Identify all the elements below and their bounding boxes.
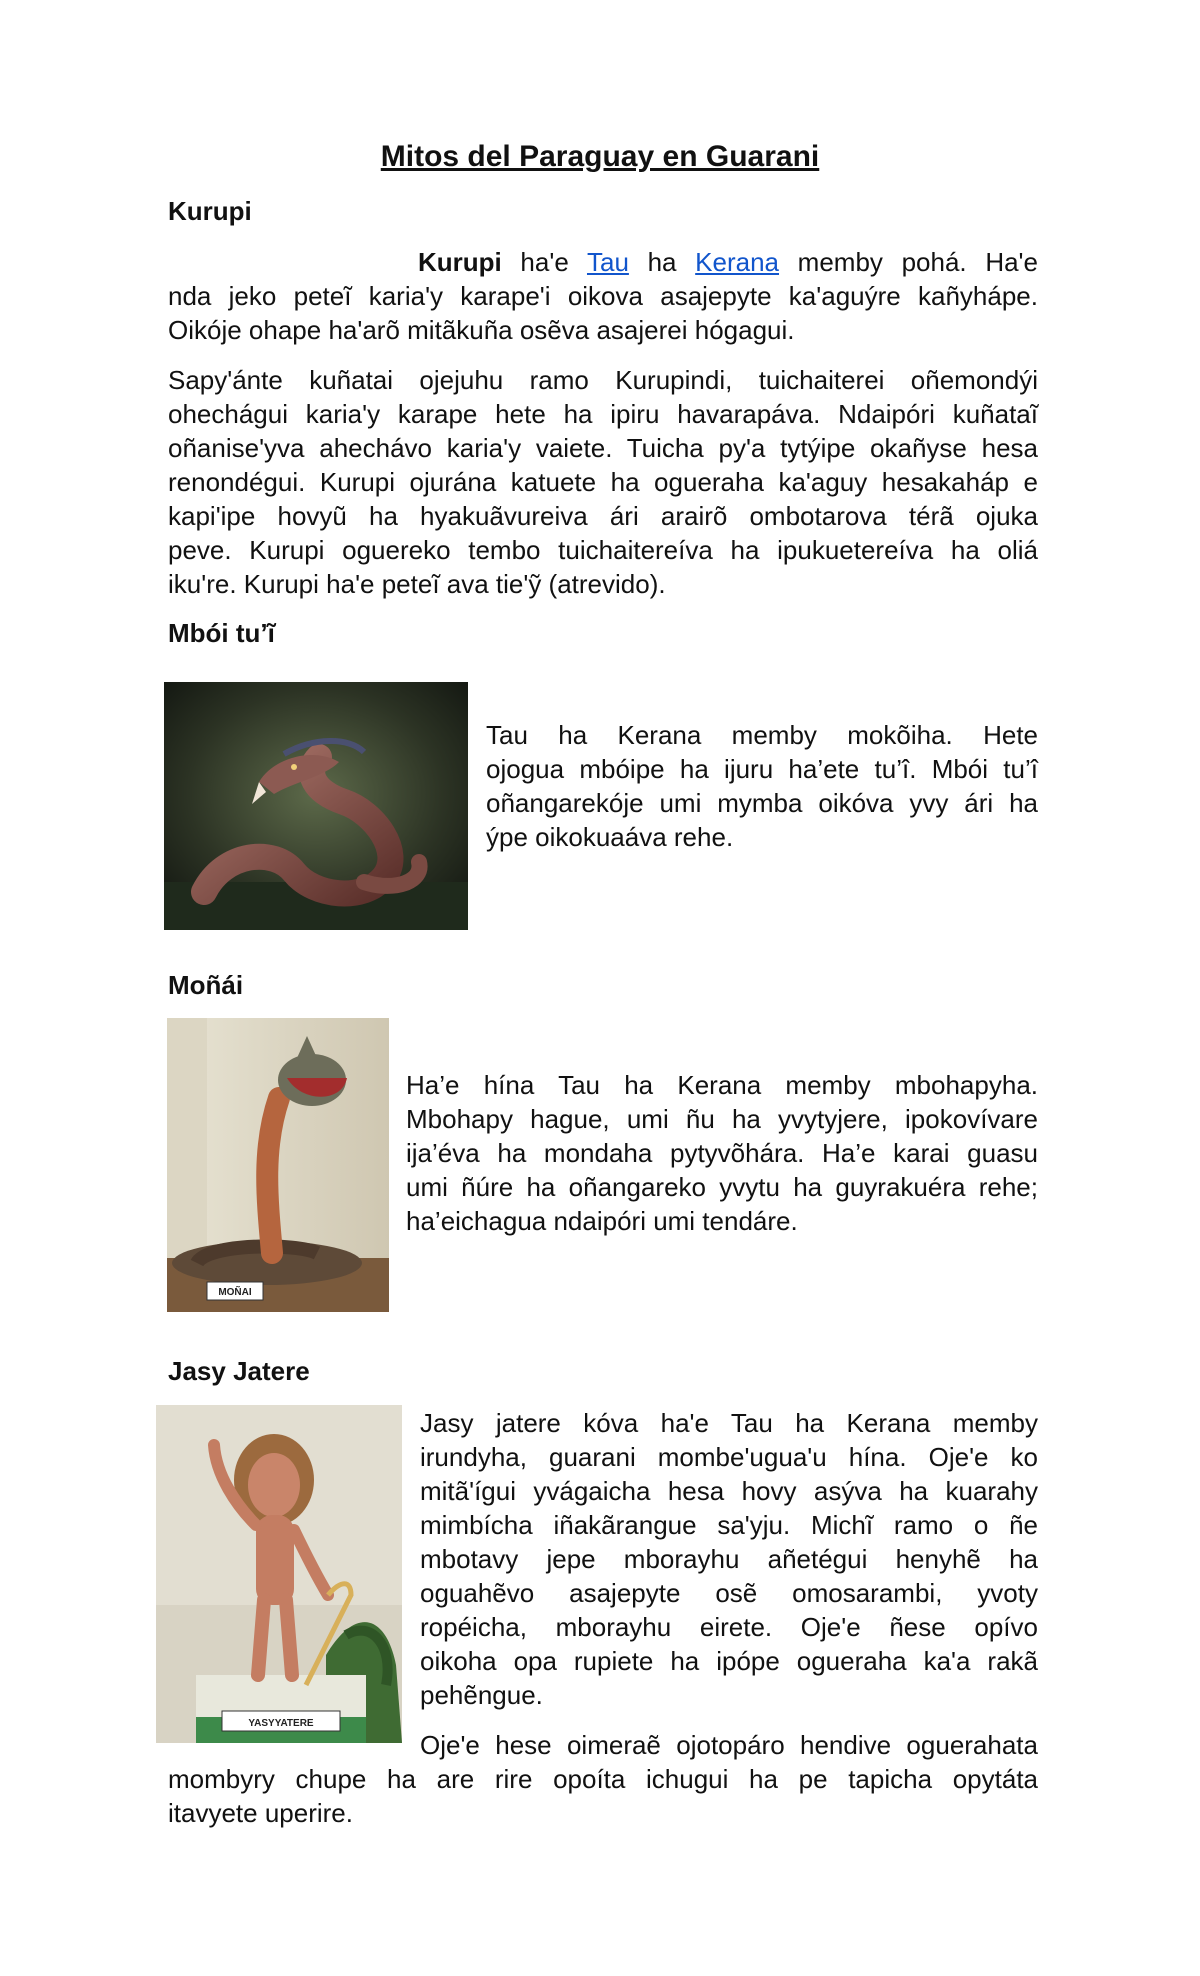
text-line: irundyha, guarani mombe'ugua'u hína. Oje'e ko	[420, 1442, 1038, 1472]
text-line: oikoha opa rupiete ha ipópe ogueraha ka'a rakã	[420, 1646, 1038, 1676]
heading-monai: Moñái	[168, 970, 244, 1000]
text-line: Mbohapy hague, umi ñu ha yvytyjere, ipokovívare	[406, 1104, 1038, 1134]
kurupi-bold: Kurupi	[418, 247, 502, 277]
text-line: oguahẽvo asajepyte osẽ omosarambi, yvoty	[420, 1578, 1038, 1608]
text-line: oñangarekóje umi mymba oikóva yvy ári ha	[486, 788, 1038, 818]
text-line: ha’eichagua ndaipóri umi tendáre.	[406, 1206, 798, 1236]
text-line: pehẽngue.	[420, 1680, 543, 1710]
text-line: Sapy'ánte kuñatai ojejuhu ramo Kurupindi, tuichaiterei oñemondýi	[168, 365, 1038, 395]
text-line: ija’éva ha mondaha pytyvõhára. Ha’e karai guasu	[406, 1138, 1038, 1168]
text-line: nda jeko peteĩ karia'y karape'i oikova asajepyte ka'aguýre kañyhápe.	[168, 281, 1038, 311]
text-line: iku're. Kurupi ha'e peteĩ ava tie'ỹ (atrevido).	[168, 569, 666, 599]
text-line: mbotavy jepe mborayhu añetégui henyhẽ ha	[420, 1544, 1038, 1574]
text-line: oñanise'yva ahechávo karia'y vaiete. Tuicha py'a tytýipe okañyse hesa	[168, 433, 1038, 463]
jasy-jatere-paragraph-1	[420, 1406, 1038, 1712]
text-line: ropéicha, mborayhu eirete. Oje'e ñese opívo	[420, 1612, 1038, 1642]
text-line: kapi'ipe hovyũ ha hyakuãvureiva ári arairõ ombotarova térã ojuka	[168, 501, 1038, 531]
monai-image	[167, 1018, 389, 1312]
text-line: Jasy jatere kóva ha'e Tau ha Kerana memby	[420, 1408, 1038, 1438]
text-line: peve. Kurupi oguereko tembo tuichaitereíva ha ipukuetereíva ha oliá	[168, 535, 1038, 565]
text-line: Tau ha Kerana memby mokõiha. Hete	[486, 720, 1038, 750]
text-line: itavyete uperire.	[168, 1798, 353, 1828]
text-line: mombyry chupe ha are rire opoíta ichugui ha pe tapicha opytáta	[168, 1764, 1038, 1794]
heading-kurupi: Kurupi	[168, 196, 252, 226]
kerana-link[interactable]: Kerana	[695, 247, 780, 277]
heading-mboi-tui: Mbói tu’ĩ	[168, 618, 275, 648]
serpent-illustration	[164, 682, 468, 930]
jasy-jatere-paragraph-2	[168, 1728, 1038, 1830]
text-line: Oikóje ohape ha'arõ mitãkuña osẽva asajerei hógagui.	[168, 315, 795, 345]
text-line: mimbícha iñakãrangue sa'yju. Michĩ ramo o ñe	[420, 1510, 1038, 1540]
intro-text-c: memby pohá. Ha'e	[779, 247, 1038, 277]
text-line: renondégui. Kurupi ojurána katuete ha ogueraha ka'aguy hesakaháp e	[168, 467, 1038, 497]
text-line: Oje'e hese oimeraẽ ojotopáro hendive oguerahata	[420, 1730, 1038, 1760]
text-line: mitã'ígui yvágaicha hesa hovy asýva ha kuarahy	[420, 1476, 1038, 1506]
mboi-tui-image	[164, 682, 468, 930]
monai-paragraph	[406, 1068, 1038, 1238]
monai-sculpture-photo	[167, 1018, 389, 1312]
mboi-tui-paragraph	[486, 718, 1038, 854]
kurupi-paragraph-1	[168, 245, 1038, 347]
text-line: Ha’e hína Tau ha Kerana memby mbohapyha.	[406, 1070, 1038, 1100]
intro-text-b: ha	[628, 247, 696, 277]
kurupi-paragraph-2	[168, 363, 1038, 601]
tau-link[interactable]: Tau	[586, 247, 629, 277]
jasy-plaque: YASYYATERE	[248, 1718, 314, 1729]
text-line: ohechágui karia'y karape hete ha ipiru havarapáva. Ndaipóri kuñataĩ	[168, 399, 1038, 429]
heading-jasy-jatere: Jasy Jatere	[168, 1356, 310, 1386]
jasy-jatere-sculpture-photo	[156, 1405, 402, 1743]
text-line: umi ñúre ha oñangareko yvytu ha guyrakuéra rehe;	[406, 1172, 1038, 1202]
kurupi-intro-line	[168, 245, 1038, 279]
text-line: ojogua mbóipe ha ijuru ha’ete tu’î. Mbói tu’î	[486, 754, 1038, 784]
intro-text-a: ha'e	[501, 247, 587, 277]
page-title: Mitos del Paraguay en Guarani	[380, 140, 820, 173]
monai-plaque: MOÑAI	[218, 1287, 252, 1298]
jasy-jatere-image	[156, 1405, 402, 1743]
text-line: ýpe oikokuaáva rehe.	[486, 822, 734, 852]
